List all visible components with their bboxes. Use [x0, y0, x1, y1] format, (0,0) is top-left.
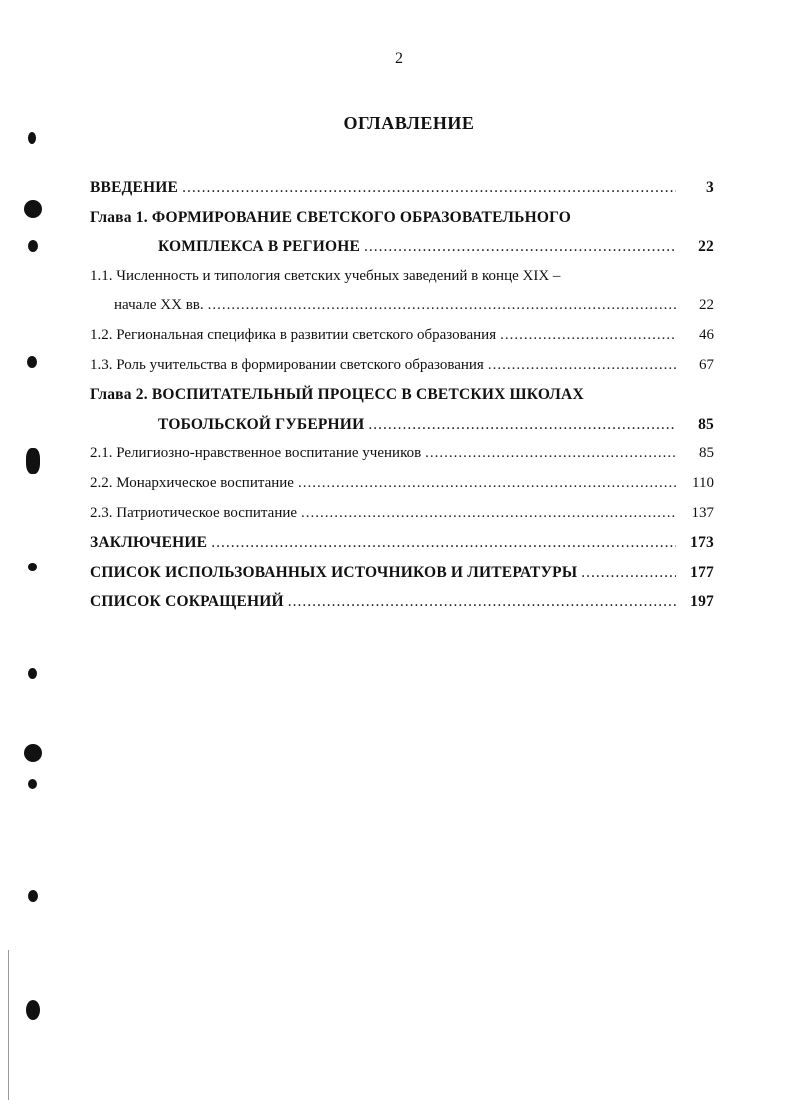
dot-leader — [182, 173, 676, 203]
toc-entry-chapter-2-line-2[interactable] — [90, 410, 714, 440]
toc-entry-label: Глава 1. ФОРМИРОВАНИЕ СВЕТСКОГО ОБРАЗОВАТЕЛЬНОГО — [90, 208, 572, 226]
dot-leader — [211, 528, 676, 558]
toc-entry-abbreviations[interactable] — [90, 587, 714, 617]
toc-entry-label: СПИСОК СОКРАЩЕНИЙ — [90, 593, 284, 611]
toc-entry-label: ТОБОЛЬСКОЙ ГУБЕРНИИ — [158, 415, 365, 433]
toc-entry-label: КОМПЛЕКСА В РЕГИОНЕ — [158, 238, 361, 256]
dot-leader — [425, 439, 676, 469]
toc-entry-label: 1.3. Роль учительства в формировании светского образования — [90, 356, 484, 373]
toc-entry-1-2[interactable] — [90, 321, 714, 351]
scan-mark — [26, 448, 40, 474]
toc-entry-page: 46 — [699, 326, 714, 343]
dot-leader — [298, 469, 676, 499]
toc-entry-label: СПИСОК ИСПОЛЬЗОВАННЫХ ИСТОЧНИКОВ И ЛИТЕРАТУРЫ — [90, 563, 578, 581]
toc-entry-page: 110 — [692, 474, 714, 491]
toc-entry-page: 173 — [690, 534, 714, 552]
toc-entry-page: 137 — [691, 504, 714, 521]
scan-mark — [26, 1000, 40, 1020]
toc-entry-sources[interactable] — [90, 558, 714, 588]
toc-entry-page: 22 — [699, 297, 714, 314]
dot-leader — [488, 351, 676, 381]
toc-entry-chapter-2-line-1[interactable] — [90, 380, 714, 410]
dot-leader — [208, 291, 676, 321]
page-title: ОГЛАВЛЕНИЕ — [343, 113, 475, 133]
toc-entry-chapter-1-line-2[interactable] — [90, 232, 714, 262]
page-number: 2 — [395, 50, 403, 67]
scan-mark — [28, 668, 37, 679]
toc-entry-1-3[interactable] — [90, 351, 714, 381]
toc-entry-label: ЗАКЛЮЧЕНИЕ — [90, 534, 208, 552]
scan-mark — [28, 890, 38, 902]
toc-entry-page: 177 — [690, 563, 714, 581]
toc-entry-label: 2.1. Религиозно-нравственное воспитание учеников — [90, 445, 422, 462]
scan-edge-line — [8, 950, 9, 1100]
toc-entry-2-1[interactable] — [90, 439, 714, 469]
toc-entry-page: 197 — [690, 593, 714, 611]
toc-entry-label: 1.2. Региональная специфика в развитии светского образования — [90, 326, 497, 343]
toc-entry-page: 85 — [699, 445, 714, 462]
scan-hole — [24, 744, 42, 762]
toc-entry-label: ВВЕДЕНИЕ — [90, 179, 179, 196]
scan-hole — [24, 200, 42, 218]
dot-leader — [288, 587, 676, 617]
scan-mark — [28, 779, 37, 789]
toc-entry-label: 2.2. Монархическое воспитание — [90, 474, 294, 491]
dot-leader — [368, 410, 676, 440]
toc-entry-label: начале XX вв. — [114, 297, 204, 314]
toc-entry-page: 3 — [706, 179, 714, 196]
toc-entry-2-2[interactable] — [90, 469, 714, 499]
toc-entry-chapter-1-line-1[interactable] — [90, 203, 714, 233]
dot-leader — [581, 558, 676, 588]
toc-entry-label: Глава 2. ВОСПИТАТЕЛЬНЫЙ ПРОЦЕСС В СВЕТСКИХ ШКОЛАХ — [90, 386, 584, 404]
dot-leader — [500, 321, 676, 351]
dot-leader — [301, 499, 676, 529]
toc-entry-page: 85 — [698, 415, 714, 433]
toc-entry-1-1-line-1[interactable] — [90, 262, 714, 292]
scan-mark — [28, 132, 36, 144]
scan-mark — [28, 563, 37, 571]
scan-mark — [28, 240, 38, 252]
toc-entry-page: 22 — [698, 238, 714, 256]
toc-entry-intro[interactable] — [90, 173, 714, 203]
toc-entry-page: 67 — [699, 356, 714, 373]
toc-entry-conclusion[interactable] — [90, 528, 714, 558]
dot-leader — [364, 232, 676, 262]
toc-entry-1-1-line-2[interactable] — [90, 291, 714, 321]
toc-entry-2-3[interactable] — [90, 499, 714, 529]
toc-entry-label: 1.1. Численность и типология светских учебных заведений в конце XIX – — [90, 267, 561, 284]
scan-mark — [27, 356, 37, 368]
toc-entry-label: 2.3. Патриотическое воспитание — [90, 504, 298, 521]
table-of-contents — [90, 173, 714, 617]
